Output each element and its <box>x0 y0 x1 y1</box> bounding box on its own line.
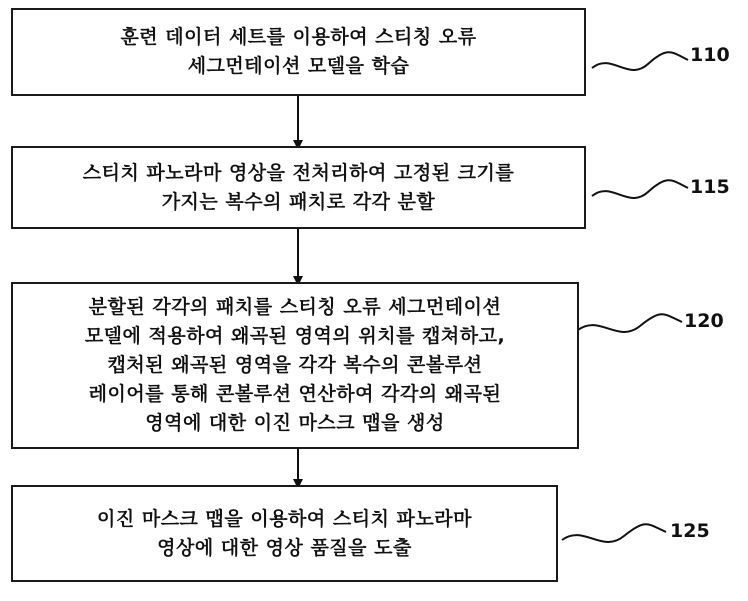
leader-line-110 <box>592 52 688 70</box>
step-text-120 <box>85 293 505 438</box>
step-number-120: 120 <box>684 310 724 332</box>
step-line: 스티치 파노라마 영상을 전처리하여 고정된 크기를 <box>82 161 515 184</box>
step-line: 분할된 각각의 패치를 스티칭 오류 세그먼테이션 <box>88 296 502 318</box>
step-text-125 <box>97 505 472 563</box>
step-box-125 <box>11 485 558 582</box>
step-text-115 <box>83 159 515 217</box>
step-line: 영역에 대한 이진 마스크 맵을 생성 <box>145 412 445 434</box>
leader-line-125 <box>562 524 666 542</box>
step-line: 레이어를 통해 콘볼루션 연산하여 각각의 왜곡된 <box>88 383 502 405</box>
step-box-120 <box>11 282 579 449</box>
leader-line-115 <box>592 180 688 198</box>
step-line: 가지는 복수의 패치로 각각 분할 <box>161 190 436 213</box>
step-line: 모델에 적용하여 왜곡된 영역의 위치를 캡쳐하고, <box>84 325 506 347</box>
step-line: 캡처된 왜곡된 영역을 각각 복수의 콘볼루션 <box>107 354 483 376</box>
step-number-115: 115 <box>690 176 730 198</box>
step-text-110 <box>120 23 476 81</box>
step-box-110 <box>11 8 586 96</box>
leader-line-120 <box>578 314 682 332</box>
step-box-115 <box>11 146 586 229</box>
step-line: 이진 마스크 맵을 이용하여 스티치 파노라마 <box>97 507 472 530</box>
step-number-125: 125 <box>670 520 710 542</box>
step-line: 세그먼테이션 모델을 학습 <box>187 55 410 77</box>
step-line: 영상에 대한 영상 품질을 도출 <box>157 536 412 559</box>
step-line: 훈련 데이터 세트를 이용하여 스티칭 오류 <box>120 26 477 48</box>
step-number-110: 110 <box>690 44 730 66</box>
